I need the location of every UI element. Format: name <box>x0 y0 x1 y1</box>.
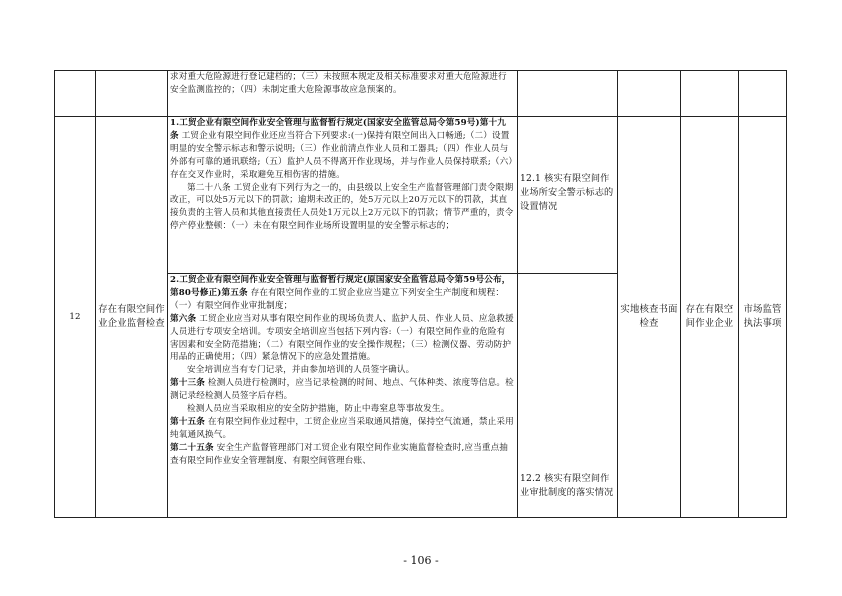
row-number: 12 <box>69 311 81 322</box>
basis-2-article-6: 工贸企业应当对从事有限空间作业的现场负责人、监护人员、作业人员、应急救援人员进行专项安全培训。专项安全培训应当包括下列内容:（一）有限空间作业的危险有害因素和安全防范措施；（二）有限空间作业的安全操作规程；（三）检测仪器、劳动防护用品的正确使用；（四）紧急情况下的应急处置措施。 <box>170 313 514 363</box>
article-25-label: 第二十五条 <box>170 442 214 453</box>
inspection-object: 存在有限空间作业企业 <box>685 303 734 329</box>
basis-2-article-13: 检测人员进行检测时，应当记录检测的时间、地点、气体种类、浓度等信息。检测记录经检测人员签字后存档。 <box>170 378 514 402</box>
basis-1-title: 1.工贸企业有限空间作业安全管理与监督暂行规定(国家安全监管总局令第59号)第十九条 <box>170 118 506 141</box>
inspection-method: 实地核查书面检查 <box>620 303 678 329</box>
basis-1-paragraph: 工贸企业有限空间作业还应当符合下列要求:(一)保持有限空间出入口畅通;（二）设置明显的安全警示标志和警示说明;（三）作业前清点作业人员和工器具;（四）作业人员与外部有可靠的通讯联络;（五）监护人员不得离开作业现场，并与作业人员保持联系;（六）存在交叉作业时，采取避免互相伤害的措施。 <box>170 130 513 180</box>
basis-section-1 <box>170 117 514 272</box>
basis-2-article-5: 存在有限空间作业的工贸企业应当建立下列安全生产制度和规程：（一）有限空间作业审批制度； <box>170 287 505 311</box>
department-category: 市场监管执法事项 <box>743 303 782 329</box>
basis-2-training-record: 安全培训应当有专门记录，并由参加培训的人员签字确认。 <box>187 365 415 376</box>
check-content-12-2: 12.2 核实有限空间作业审批制度的落实情况 <box>520 473 614 498</box>
check-content-12-1: 12.1 核实有限空间作业场所安全警示标志的设置情况 <box>520 173 614 212</box>
article-13-label: 第十三条 <box>170 378 205 389</box>
basis-2-article-15: 在有限空间作业过程中，工贸企业应当采取通风措施，保持空气流通，禁止采用纯氧通风换气。 <box>170 416 514 440</box>
page-number: - 106 - <box>403 554 439 567</box>
basis-2-protection: 检测人员应当采取相应的安全防护措施，防止中毒窒息等事故发生。 <box>187 404 450 415</box>
article-6-label: 第六条 <box>170 313 197 324</box>
basis-1-article-28: 第二十八条 工贸企业有下列行为之一的，由县级以上安全生产监督管理部门责令限期改正，可以处5万元以下的罚款；逾期未改正的，处5万元以上20万元以下的罚款，其直接负责的主管人员和其他直接责任人员处1万元以上2万元以下的罚款；情节严重的，责令停产停业整顿：（一）未在有限空间作业场所设置明显的安全警示标志的； <box>170 182 514 232</box>
basis-section-2 <box>170 274 514 516</box>
basis-2-article-25: 安全生产监督管理部门对工贸企业有限空间作业实施监督检查时,应当重点抽查有限空间作业安全管理制度、有限空间管理台账、 <box>170 442 509 466</box>
article-15-label: 第十五条 <box>170 416 205 427</box>
top-row-basis-text: 求对重大危险源进行登记建档的；（三）未按照本规定及相关标准要求对重大危险源进行安全监测监控的；（四）未制定重大危险源事故应急预案的。 <box>170 72 507 95</box>
item-name: 存在有限空间作业企业监督检查 <box>98 303 165 329</box>
basis-2-title: 2.工贸企业有限空间作业安全管理与监督暂行规定(原国家安全监管总局令第59号公布，第80号修正)第五条 <box>170 275 511 298</box>
